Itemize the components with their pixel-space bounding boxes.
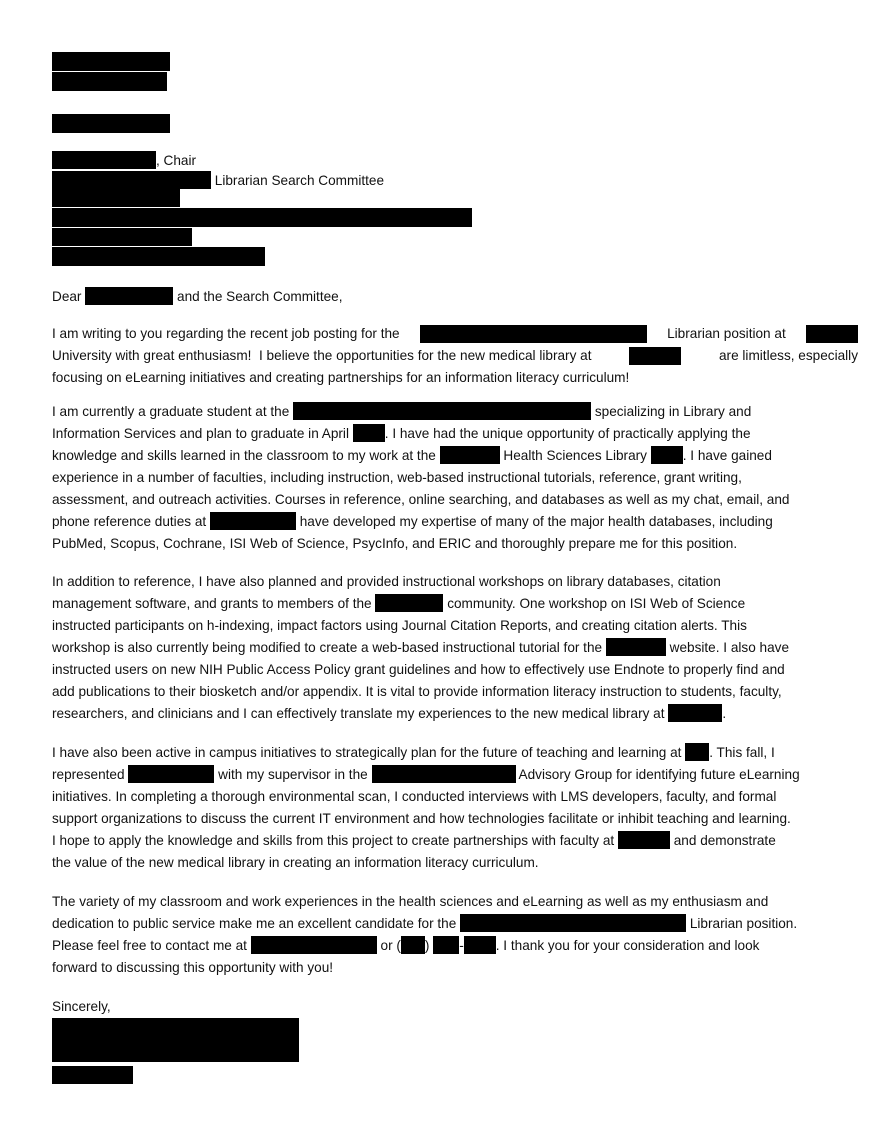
text-line: The variety of my classroom and work experiences in the health sciences and eLearning as well as my enthusiasm and xyxy=(52,894,769,909)
redacted-recipient-name xyxy=(52,151,156,169)
text-line: I hope to apply the knowledge and skills from this project to create partnerships with faculty at and demonstrate xyxy=(52,833,776,848)
redacted-phone-prefix xyxy=(433,936,459,954)
redacted-phone-suffix xyxy=(464,936,496,954)
redacted-address-line-2 xyxy=(52,208,472,227)
paragraph-1 xyxy=(52,323,858,389)
redacted-text xyxy=(210,512,296,530)
recipient-committee-line: Librarian Search Committee xyxy=(52,171,384,190)
text-line: support organizations to discuss the current IT environment and how technologies facilitate or inhibit teaching and learning. xyxy=(52,811,791,826)
text-line: forward to discussing this opportunity with you! xyxy=(52,960,334,975)
text-line: represented with my supervisor in the Advisory Group for identifying future eLearning xyxy=(52,767,800,782)
text-line: initiatives. In completing a thorough environmental scan, I conducted interviews with LMS developers, faculty, and formal xyxy=(52,789,777,804)
text-line: I am writing to you regarding the recent job posting for the Librarian position at xyxy=(52,323,858,345)
text-line: management software, and grants to members of the community. One workshop on ISI Web of Science xyxy=(52,596,746,611)
text-line: I am currently a graduate student at the specializing in Library and xyxy=(52,404,752,419)
redacted-text xyxy=(685,743,709,761)
text-line: assessment, and outreach activities. Courses in reference, online searching, and databases as well as my chat, email, and xyxy=(52,492,790,507)
redacted-department xyxy=(52,171,211,189)
text-line: researchers, and clinicians and I can effectively translate my experiences to the new medical library at . xyxy=(52,706,727,721)
text-line: the value of the new medical library in creating an information literacy curriculum. xyxy=(52,855,539,870)
redacted-sender-address xyxy=(52,72,167,91)
paragraph-2 xyxy=(52,401,858,555)
text-line: dedication to public service make me an excellent candidate for the Librarian position. xyxy=(52,916,798,931)
redacted-text xyxy=(420,325,647,343)
text-line: add publications to their biosketch and/or appendix. It is vital to provide information literacy instruction to students, faculty, xyxy=(52,684,782,699)
redacted-signature-name xyxy=(52,1066,133,1084)
redacted-area-code xyxy=(401,936,425,954)
paragraph-4 xyxy=(52,742,858,874)
redacted-text xyxy=(806,325,858,343)
redacted-signature xyxy=(52,1018,299,1062)
redacted-name xyxy=(85,287,173,305)
redacted-address-line-4 xyxy=(52,247,265,266)
text-line: experience in a number of faculties, including instruction, web-based instructional tutorials, reference, grant writing, xyxy=(52,470,742,485)
text-line: I have also been active in campus initiatives to strategically plan for the future of teaching and learning at . This fall, I xyxy=(52,745,775,760)
text-line: focusing on eLearning initiatives and creating partnerships for an information literacy curriculum! xyxy=(52,370,630,385)
redacted-text xyxy=(440,446,500,464)
text-line: instructed participants on h-indexing, impact factors using Journal Citation Reports, and creating citation alerts. This xyxy=(52,618,747,633)
redacted-text xyxy=(293,402,591,420)
redacted-year xyxy=(353,424,385,442)
text-line: PubMed, Scopus, Cochrane, ISI Web of Science, PsycInfo, and ERIC and thoroughly prepare me for this position. xyxy=(52,536,738,551)
text-line: phone reference duties at have developed my expertise of many of the major health databases, including xyxy=(52,514,773,529)
redacted-text xyxy=(668,704,722,722)
redacted-email xyxy=(251,936,377,954)
recipient-chair-line: , Chair xyxy=(52,151,196,170)
text-line: In addition to reference, I have also planned and provided instructional workshops on library databases, citation xyxy=(52,574,721,589)
text-line: workshop is also currently being modified to create a web-based instructional tutorial for the website. I also have xyxy=(52,640,790,655)
redacted-text xyxy=(375,594,443,612)
redacted-text xyxy=(372,765,516,783)
redacted-text xyxy=(606,638,666,656)
closing: Sincerely, xyxy=(52,999,111,1014)
redacted-text xyxy=(651,446,683,464)
redacted-address-line-1 xyxy=(52,188,180,207)
text-line: knowledge and skills learned in the classroom to my work at the Health Sciences Library . I have gained xyxy=(52,448,772,463)
redacted-text xyxy=(460,914,686,932)
text-line: Please feel free to contact me at or ( ) - . I thank you for your consideration and look xyxy=(52,938,760,953)
text-line: University with great enthusiasm! I believe the opportunities for the new medical library at are limitless, especially xyxy=(52,348,858,363)
paragraph-3 xyxy=(52,571,858,725)
salutation: Dear and the Search Committee, xyxy=(52,289,343,304)
redacted-date xyxy=(52,114,170,133)
redacted-text xyxy=(618,831,670,849)
redacted-text xyxy=(629,347,681,365)
text-line: instructed users on new NIH Public Access Policy grant guidelines and how to effectively use Endnote to properly find and xyxy=(52,662,785,677)
redacted-address-line-3 xyxy=(52,228,192,246)
redacted-text xyxy=(128,765,214,783)
text-line: Information Services and plan to graduate in April . I have had the unique opportunity of practically applying the xyxy=(52,426,751,441)
redacted-sender-name xyxy=(52,52,170,71)
paragraph-5 xyxy=(52,891,858,979)
